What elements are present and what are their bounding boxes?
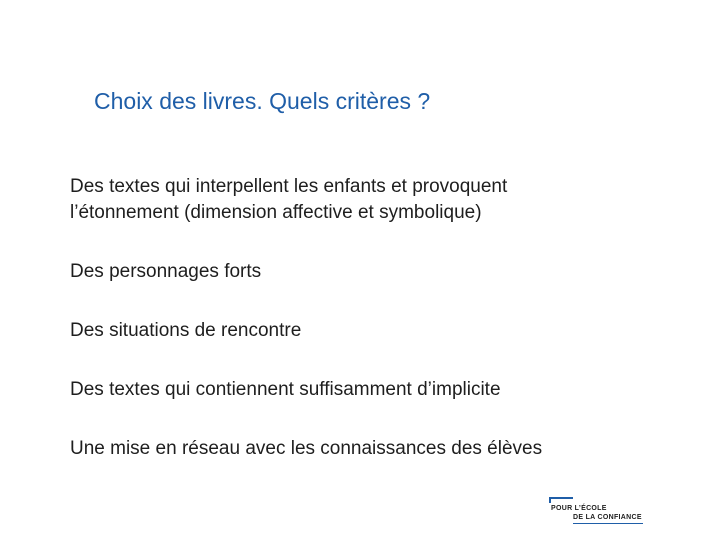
bullet-item bbox=[70, 174, 670, 226]
ecole-confiance-logo bbox=[549, 497, 669, 527]
logo-text-line2: DE LA CONFIANCE bbox=[573, 514, 642, 521]
bullet-line: l’étonnement (dimension affective et symbolique) bbox=[70, 202, 482, 223]
logo-accent-tick bbox=[549, 497, 551, 503]
slide-title: Choix des livres. Quels critères ? bbox=[94, 88, 431, 114]
bullet-item: Des situations de rencontre bbox=[70, 320, 302, 341]
bullet-item: Des personnages forts bbox=[70, 261, 262, 282]
logo-underline bbox=[573, 523, 643, 524]
bullet-list bbox=[70, 174, 670, 462]
bullet-item: Des textes qui contiennent suffisamment d’implicite bbox=[70, 379, 501, 400]
logo-accent-bar bbox=[549, 497, 573, 499]
logo-text-line1: POUR L’ÉCOLE bbox=[551, 505, 607, 512]
bullet-item: Une mise en réseau avec les connaissances des élèves bbox=[70, 438, 543, 459]
bullet-line: Des textes qui interpellent les enfants et provoquent bbox=[70, 176, 508, 197]
